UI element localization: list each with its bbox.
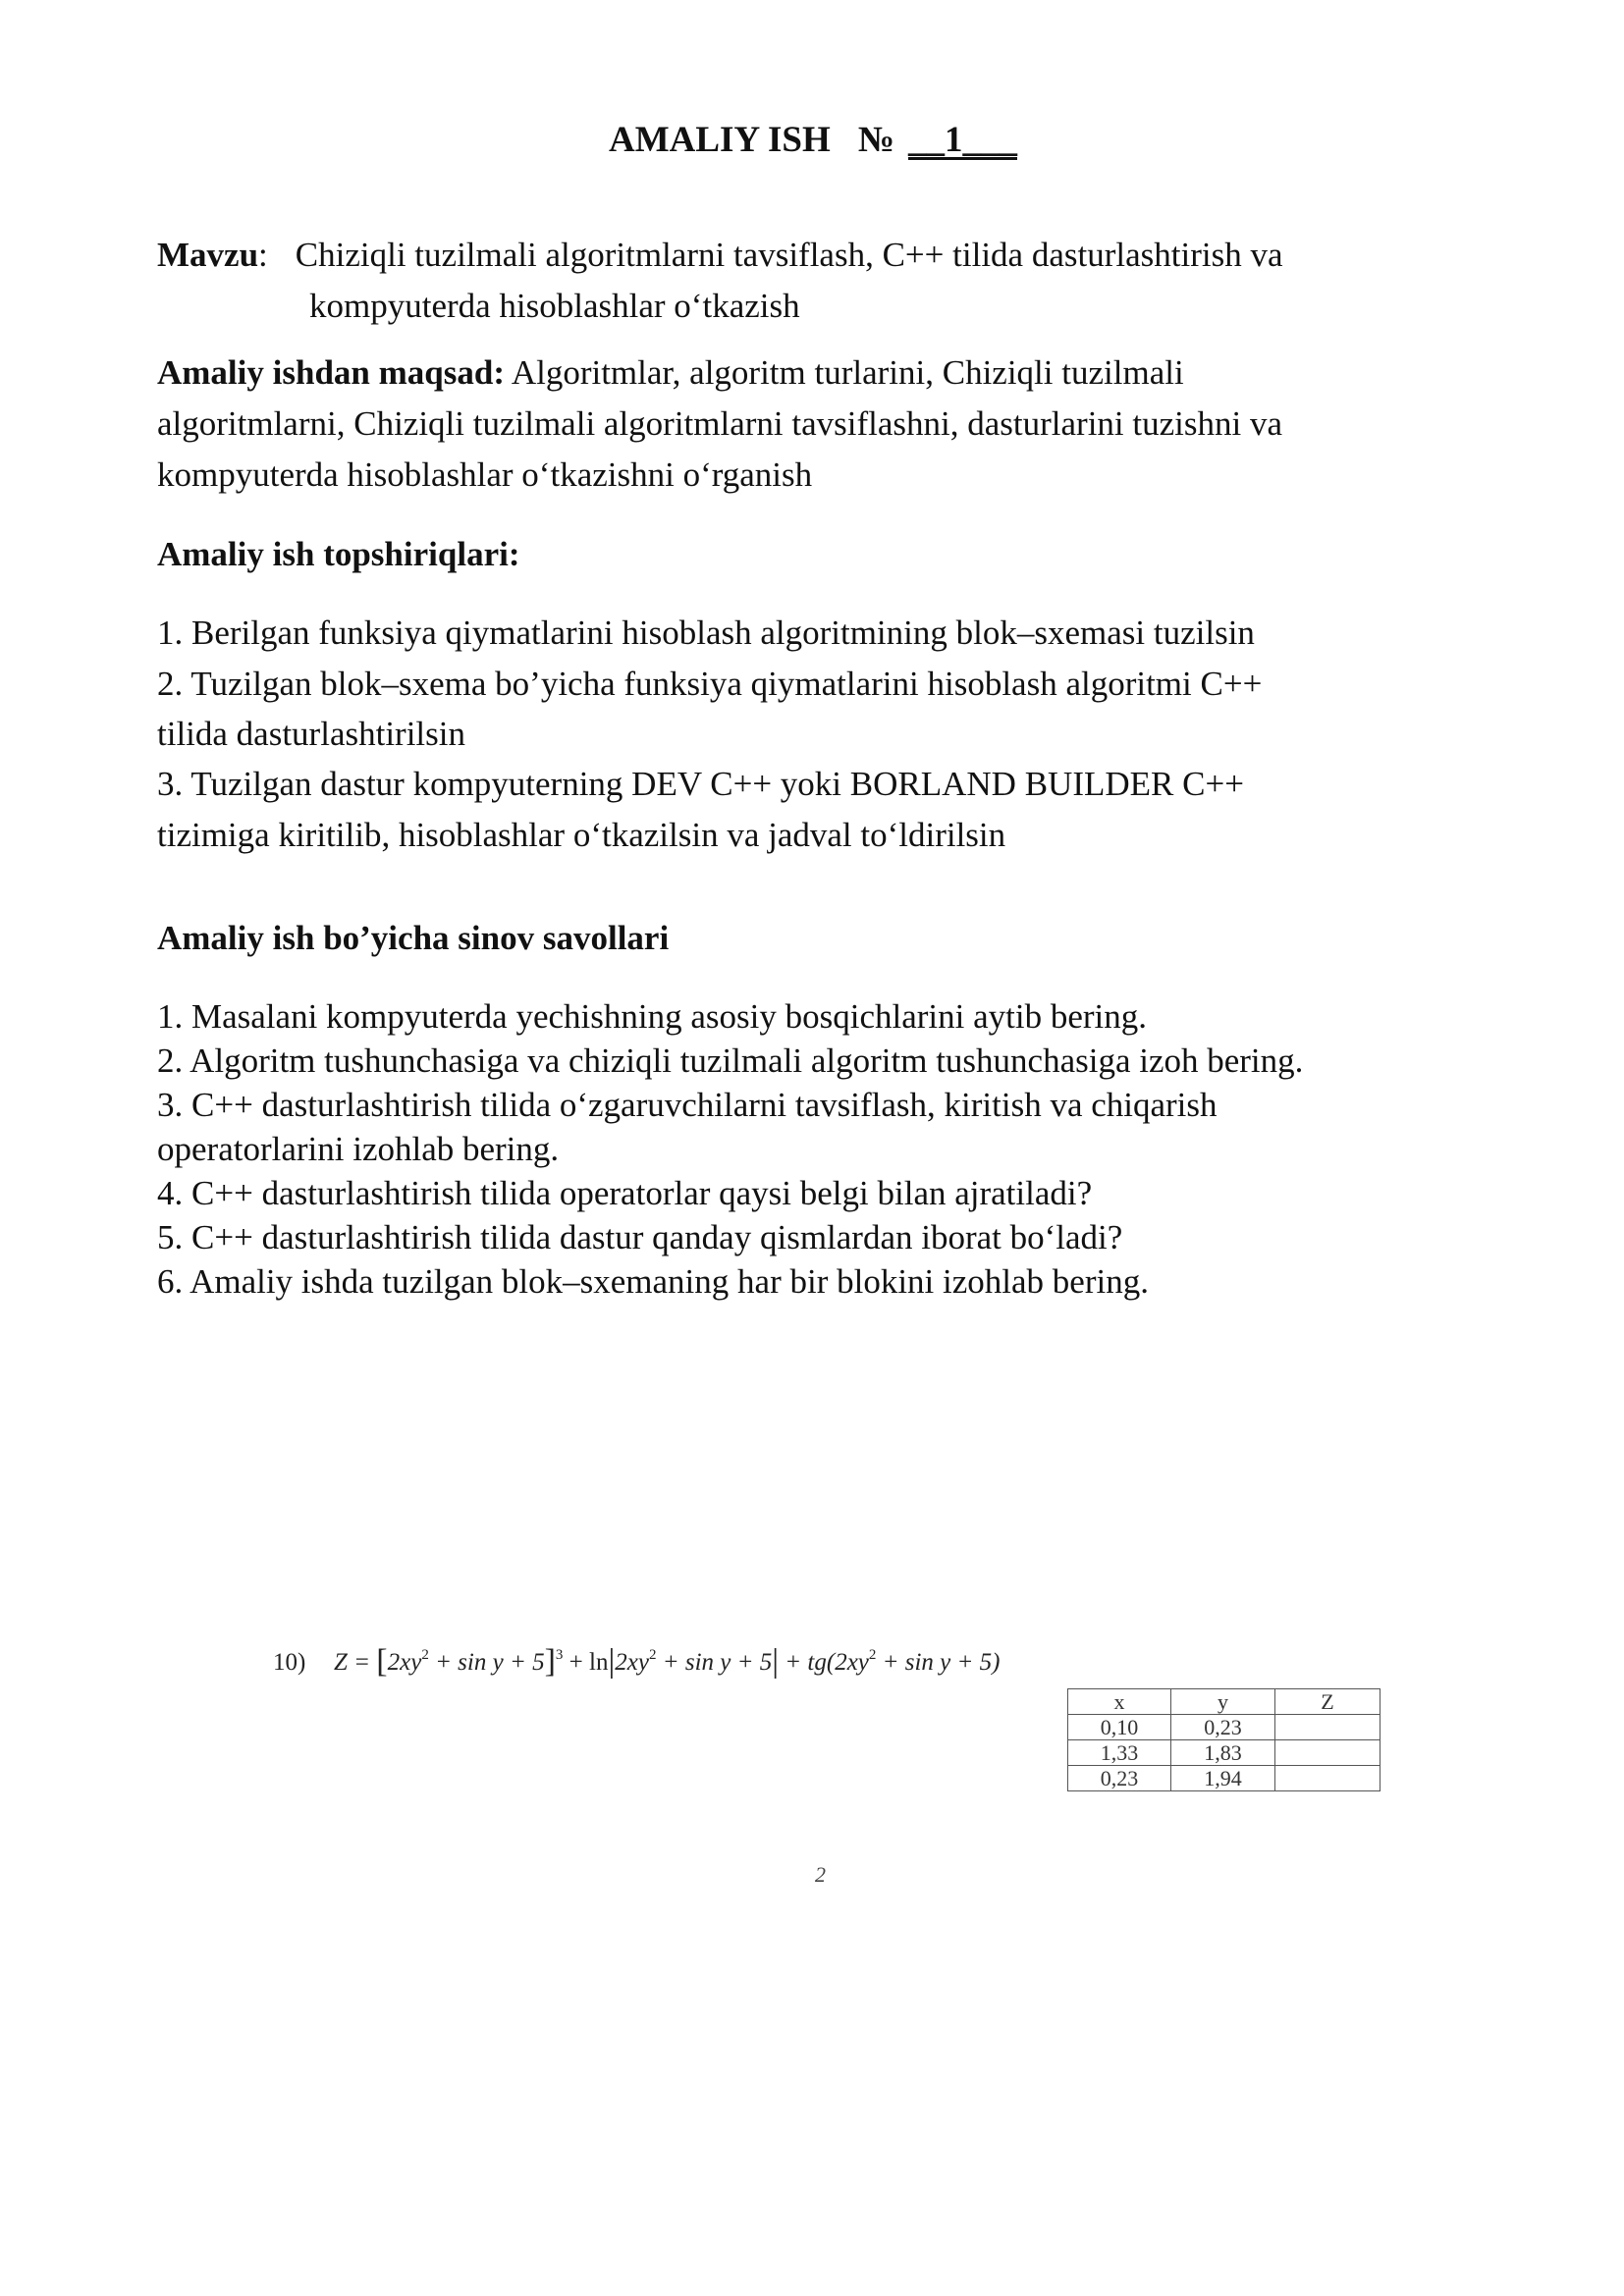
savollar-heading: Amaliy ish bo’yicha sinov savollari (157, 919, 670, 957)
topshiriq-line-2: 2. Tuzilgan blok–sxema bo’yicha funksiya qiymatlarini hisoblash algoritmi C++ (157, 665, 1263, 703)
formula-lhs: Z = (334, 1649, 377, 1676)
table-header-z: Z (1275, 1689, 1380, 1715)
title-prefix: AMALIY ISH (609, 120, 831, 160)
formula-term-b: + sin y + 5 (428, 1649, 545, 1676)
formula-abs-left: | (608, 1643, 616, 1680)
table-cell: 0,23 (1171, 1715, 1275, 1740)
topshiriq-line-5: tizimiga kiritilib, hisoblashlar o‘tkazilsin va jadval to‘ldirilsin (157, 816, 1006, 854)
topshiriq-line-4: 3. Tuzilgan dastur kompyuterning DEV C++ yoki BORLAND BUILDER C++ (157, 765, 1244, 803)
values-table (1067, 1688, 1380, 1791)
topshiriq-line-1: 1. Berilgan funksiya qiymatlarini hisoblash algoritmining blok–sxemasi tuzilsin (157, 614, 1255, 652)
maqsad-text-2: algoritmlarni, Chiziqli tuzilmali algoritmlarni tavsiflashni, dasturlarini tuzishni va (157, 404, 1283, 443)
table-cell (1275, 1740, 1380, 1766)
formula-term-c: 2xy (615, 1649, 649, 1676)
maqsad-line-1 (157, 355, 1184, 390)
formula (273, 1643, 1001, 1680)
table-cell: 0,23 (1068, 1766, 1171, 1791)
formula-square-e: 2 (868, 1647, 877, 1663)
formula-cube: 3 (555, 1647, 564, 1663)
formula-square-a: 2 (421, 1647, 429, 1663)
table-row (1068, 1715, 1380, 1740)
formula-term-a: 2xy (387, 1649, 422, 1676)
mavzu-text-1: Chiziqli tuzilmali algoritmlarni tavsiflash, C++ tilida dasturlashtirish va (295, 236, 1283, 274)
table-cell: 0,10 (1068, 1715, 1171, 1740)
savol-line-1: 1. Masalani kompyuterda yechishning asosiy bosqichlarini aytib bering. (157, 997, 1147, 1036)
title-number: __1___ (907, 120, 1017, 160)
savol-line-5: 4. C++ dasturlashtirish tilida operatorlar qaysi belgi bilan ajratiladi? (157, 1174, 1093, 1212)
maqsad-label: Amaliy ishdan maqsad: (157, 353, 505, 392)
table-header-y: y (1171, 1689, 1275, 1715)
page-number: 2 (815, 1862, 826, 1887)
formula-tg: + tg(2xy (779, 1649, 869, 1676)
table-cell (1275, 1766, 1380, 1791)
savol-line-6: 5. C++ dasturlashtirish tilida dastur qanday qismlardan iborat bo‘ladi? (157, 1218, 1123, 1256)
table-row (1068, 1740, 1380, 1766)
mavzu-text-2: kompyuterda hisoblashlar o‘tkazish (309, 287, 800, 325)
formula-rbracket: ] (544, 1643, 556, 1680)
table-cell: 1,83 (1171, 1740, 1275, 1766)
maqsad-text-3: kompyuterda hisoblashlar o‘tkazishni o‘rganish (157, 455, 813, 494)
maqsad-text-1: Algoritmlar, algoritm turlarini, Chiziqli tuzilmali (511, 353, 1184, 392)
document-title (609, 122, 1017, 158)
table-header-x: x (1068, 1689, 1171, 1715)
formula-number: 10) (273, 1649, 306, 1676)
savol-line-2: 2. Algoritm tushunchasiga va chiziqli tuzilmali algoritm tushunchasiga izoh bering. (157, 1041, 1304, 1080)
formula-term-d: + sin y + 5 (656, 1649, 773, 1676)
topshiriq-line-3: tilida dasturlashtirilsin (157, 715, 465, 753)
topshiriqlar-heading: Amaliy ish topshiriqlari: (157, 535, 520, 573)
savol-line-3: 3. C++ dasturlashtirish tilida o‘zgaruvchilarni tavsiflash, kiritish va chiqarish (157, 1086, 1218, 1124)
table-header-row (1068, 1689, 1380, 1715)
formula-tg-end: + sin y + 5) (876, 1649, 1001, 1676)
title-numero-sign: № (857, 120, 894, 160)
table-cell: 1,33 (1068, 1740, 1171, 1766)
savol-line-4: operatorlarini izohlab bering. (157, 1130, 560, 1168)
mavzu-label: Mavzu (157, 236, 259, 274)
formula-lbracket: [ (376, 1643, 388, 1680)
table-cell (1275, 1715, 1380, 1740)
formula-ln: + ln (563, 1649, 609, 1676)
savol-line-7: 6. Amaliy ishda tuzilgan blok–sxemaning har bir blokini izohlab bering. (157, 1262, 1149, 1301)
table-cell: 1,94 (1171, 1766, 1275, 1791)
mavzu-line-1: Mavzu: Chiziqli tuzilmali algoritmlarni tavsiflash, C++ tilida dasturlashtirish va (157, 236, 1283, 274)
formula-abs-right: | (772, 1643, 780, 1680)
table-row (1068, 1766, 1380, 1791)
formula-square-c: 2 (648, 1647, 657, 1663)
